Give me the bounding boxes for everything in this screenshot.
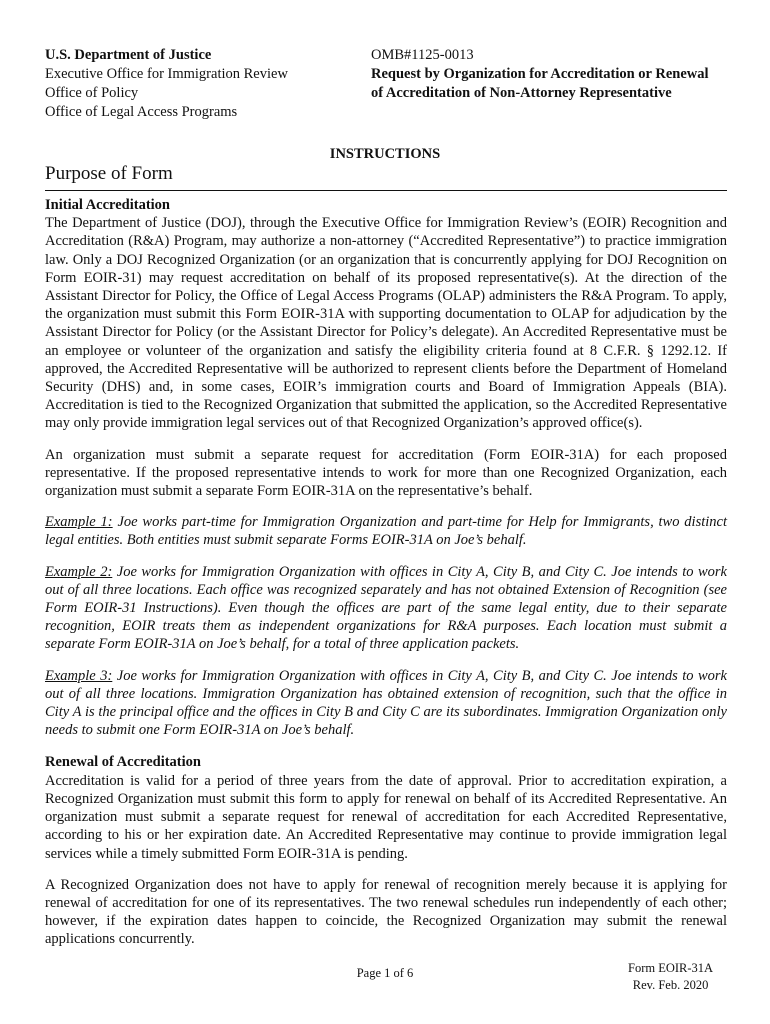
page-number: Page 1 of 6 (356, 966, 414, 980)
section-divider (45, 190, 727, 191)
omb-number: OMB#1125-0013 (371, 47, 474, 63)
example-1 (45, 513, 727, 549)
form-title-line-1: Request by Organization for Accreditation or Renewal (371, 66, 709, 82)
initial-paragraph-1: The Department of Justice (DOJ), through the Executive Office for Immigration Review’s (EOIR) Recognition and Accreditation (R&A) Program, may authorize a non-attorney (“Accredited Representative”) to practice immigration law. Only a DOJ Recognized Organization (or an organization that is concurrently applying for DOJ Recognition on Form EOIR-31) may request accreditation on behalf of its proposed representative(s). At the direction of the Assistant Director for Policy, the Office of Legal Access Programs (OLAP) administers the R&A Program. To apply, the organization must submit this Form EOIR-31A with supporting documentation to OLAP for adjudication by the Assistant Director for Policy (or the Assistant Director for Policy’s delegate). An Accredited Representative must be an employee or volunteer of the organization and satisfy the eligibility criteria found at 8 C.F.R. § 1292.12. If approved, the Accredited Representative will be authorized to represent clients before the Department of Homeland Security (DHS) and, in some cases, EOIR’s immigration courts and Board of Immigration Appeals (BIA). Accreditation is tied to the Recognized Organization that submitted the application, so the Accredited Representative may only provide immigration legal services out of that Recognized Organization’s approved office(s). (45, 215, 727, 432)
form-header (371, 46, 709, 103)
instructions-heading: INSTRUCTIONS (329, 146, 441, 162)
example-2 (45, 563, 727, 654)
example-1-text: Joe works part-time for Immigration Organization and part-time for Help for Immigrants, two distinct legal entities. Both entities must submit separate Forms EOIR-31A on Joe’s behalf. (45, 514, 727, 549)
renewal-paragraph-2: A Recognized Organization does not have to apply for renewal of recognition merely because it is applying for renewal of accreditation for one of its representatives. The two renewal schedules run independently of each other; however, if the expiration dates happen to coincide, the Recognized Organization may submit the renewal applications concurrently. (45, 876, 727, 948)
agency-line-department: U.S. Department of Justice (45, 47, 212, 63)
instructions-body (45, 196, 727, 962)
agency-header (45, 46, 288, 122)
form-title-line-2: of Accreditation of Non-Attorney Representative (371, 85, 672, 101)
example-2-label: Example 2: (45, 563, 113, 580)
example-2-text: Joe works for Immigration Organization with offices in City A, City B, and City C. Joe intends to work out of all three locations. Each office was recognized separately and has not obtained Extension of Recognition (see Form EOIR-31 Instructions). Even though the offices are part of the same legal entity, due to their separate recognition, EOIR treats them as independent organizations for R&A purposes. Each location must submit a separate Form EOIR-31A on Joe’s behalf, for a total of three application packets. (45, 563, 727, 653)
section-title: Purpose of Form (45, 163, 173, 184)
initial-paragraph-2: An organization must submit a separate request for accreditation (Form EOIR-31A) for each proposed representative. If the proposed representative intends to work for more than one Recognized Organization, each organization must submit a separate Form EOIR-31A on the representative’s behalf. (45, 446, 727, 500)
agency-line-policy: Office of Policy (45, 85, 139, 101)
example-3 (45, 667, 727, 740)
agency-line-olap: Office of Legal Access Programs (45, 104, 238, 120)
example-3-label: Example 3: (45, 667, 113, 684)
renewal-heading: Renewal of Accreditation (45, 754, 201, 771)
renewal-paragraph-1: Accreditation is valid for a period of three years from the date of approval. Prior to accreditation expiration, a Recognized Organization must submit this form to apply for renewal on behalf of its Accredited Representative. An organization must submit a separate request for renewal of accreditation for each Accredited Representative, according to his or her expiration date. An Accredited Representative may continue to provide immigration legal services while a timely submitted Form EOIR-31A is pending. (45, 772, 727, 862)
agency-line-eoir: Executive Office for Immigration Review (45, 66, 288, 82)
form-id-footer (628, 960, 713, 994)
example-3-text: Joe works for Immigration Organization with offices in City A, City B, and City C. Joe intends to work out of all three locations. Immigration Organization has obtained extension of recognition, such that the office in City A is the principal office and the offices in City B and City C are its subordinates. Immigration Organization only needs to submit one Form EOIR-31A on Joe’s behalf. (45, 667, 727, 739)
form-revision: Rev. Feb. 2020 (632, 978, 709, 992)
example-1-label: Example 1: (45, 514, 113, 531)
form-number: Form EOIR-31A (628, 961, 714, 975)
initial-accreditation-heading: Initial Accreditation (45, 197, 170, 213)
